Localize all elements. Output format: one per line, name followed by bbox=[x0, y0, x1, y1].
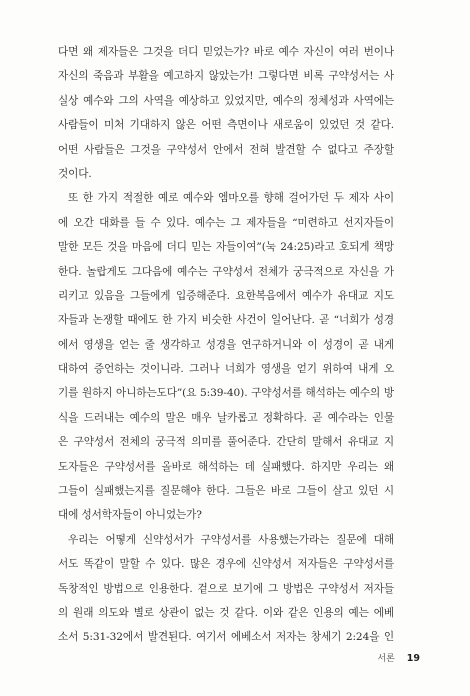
page-number: 19 bbox=[406, 653, 420, 664]
running-section-title: 서론 bbox=[377, 654, 395, 664]
text-line: 자신의 죽음과 부활을 예고하지 않았는가! 그렇다면 비록 구약성서는 사 bbox=[58, 70, 394, 83]
text-line: 또 한 가지 적절한 예로 예수와 엠마오를 향해 걸어가던 두 제자 사이 bbox=[68, 192, 394, 205]
text-line: 기를 원하지 아니하는도다”(요 5:39-40). 구약성서를 해석하는 예수의 방 bbox=[58, 387, 394, 400]
page-footer bbox=[360, 651, 420, 664]
text-line: 어떤 사람들은 그것을 구약성서 안에서 전혀 발견할 수 없다고 주장할 bbox=[58, 143, 394, 156]
text-line: 말한 모든 것을 마음에 더디 믿는 자들이여”(눅 24:25)라고 호되게 책망 bbox=[58, 241, 394, 254]
text-line: 소서 5:31-32에서 발견된다. 여기서 에베소서 저자는 창세기 2:24을 인 bbox=[58, 631, 394, 644]
text-line: 한다. 놀랍게도 그다음에 예수는 구약성서 전체가 궁극적으로 자신을 가 bbox=[58, 265, 394, 278]
text-line: 의 원래 의도와 별로 상관이 없는 것 같다. 이와 같은 인용의 예는 에베 bbox=[58, 606, 394, 619]
body-text bbox=[58, 40, 394, 650]
text-line: 대하여 증언하는 것이니라. 그러나 너희가 영생을 얻기 위하여 내게 오 bbox=[58, 363, 394, 376]
text-line: 에서 영생을 얻는 줄 생각하고 성경을 연구하거니와 이 성경이 곧 내게 bbox=[58, 338, 394, 351]
text-line: 실상 예수와 그의 사역을 예상하고 있었지만, 예수의 정체성과 사역에는 bbox=[58, 94, 394, 107]
text-line: 은 구약성서 전체의 궁극적 의미를 풀어준다. 간단히 말해서 유대교 지 bbox=[58, 436, 394, 449]
text-line: 서도 똑같이 말할 수 있다. 많은 경우에 신약성서 저자들은 구약성서를 bbox=[58, 558, 394, 571]
text-line: 리키고 있음을 그들에게 입증해준다. 요한복음에서 예수가 유대교 지도 bbox=[58, 289, 394, 302]
text-line: 에 오간 대화를 들 수 있다. 예수는 그 제자들을 “미련하고 선지자들이 bbox=[58, 216, 394, 229]
text-line: 것이다. bbox=[58, 167, 92, 180]
text-line: 다면 왜 제자들은 그것을 더디 믿었는가? 바로 예수 자신이 여러 번이나 bbox=[58, 46, 394, 58]
text-line: 그들이 실패했는지를 질문해야 한다. 그들은 바로 그들이 살고 있던 시 bbox=[58, 485, 394, 498]
text-line: 우리는 어떻게 신약성서가 구약성서를 사용했는가라는 질문에 대해 bbox=[68, 533, 394, 546]
text-line: 식을 드러내는 예수의 말은 매우 날카롭고 정확하다. 곧 예수라는 인물 bbox=[58, 411, 394, 424]
text-line: 도자들은 구약성서를 올바로 해석하는 데 실패했다. 하지만 우리는 왜 bbox=[58, 460, 394, 473]
text-line: 대에 성서학자들이 아니었는가? bbox=[58, 509, 202, 522]
text-line: 자들과 논쟁할 때에도 한 가지 비슷한 사건이 일어난다. 곧 “너희가 성경 bbox=[58, 314, 394, 327]
text-line: 독창적인 방법으로 인용한다. 겉으로 보기에 그 방법은 구약성서 저자들 bbox=[58, 582, 394, 595]
text-line: 사람들이 미처 기대하지 않은 어떤 측면이나 새로움이 있었던 것 같다. bbox=[58, 119, 394, 132]
